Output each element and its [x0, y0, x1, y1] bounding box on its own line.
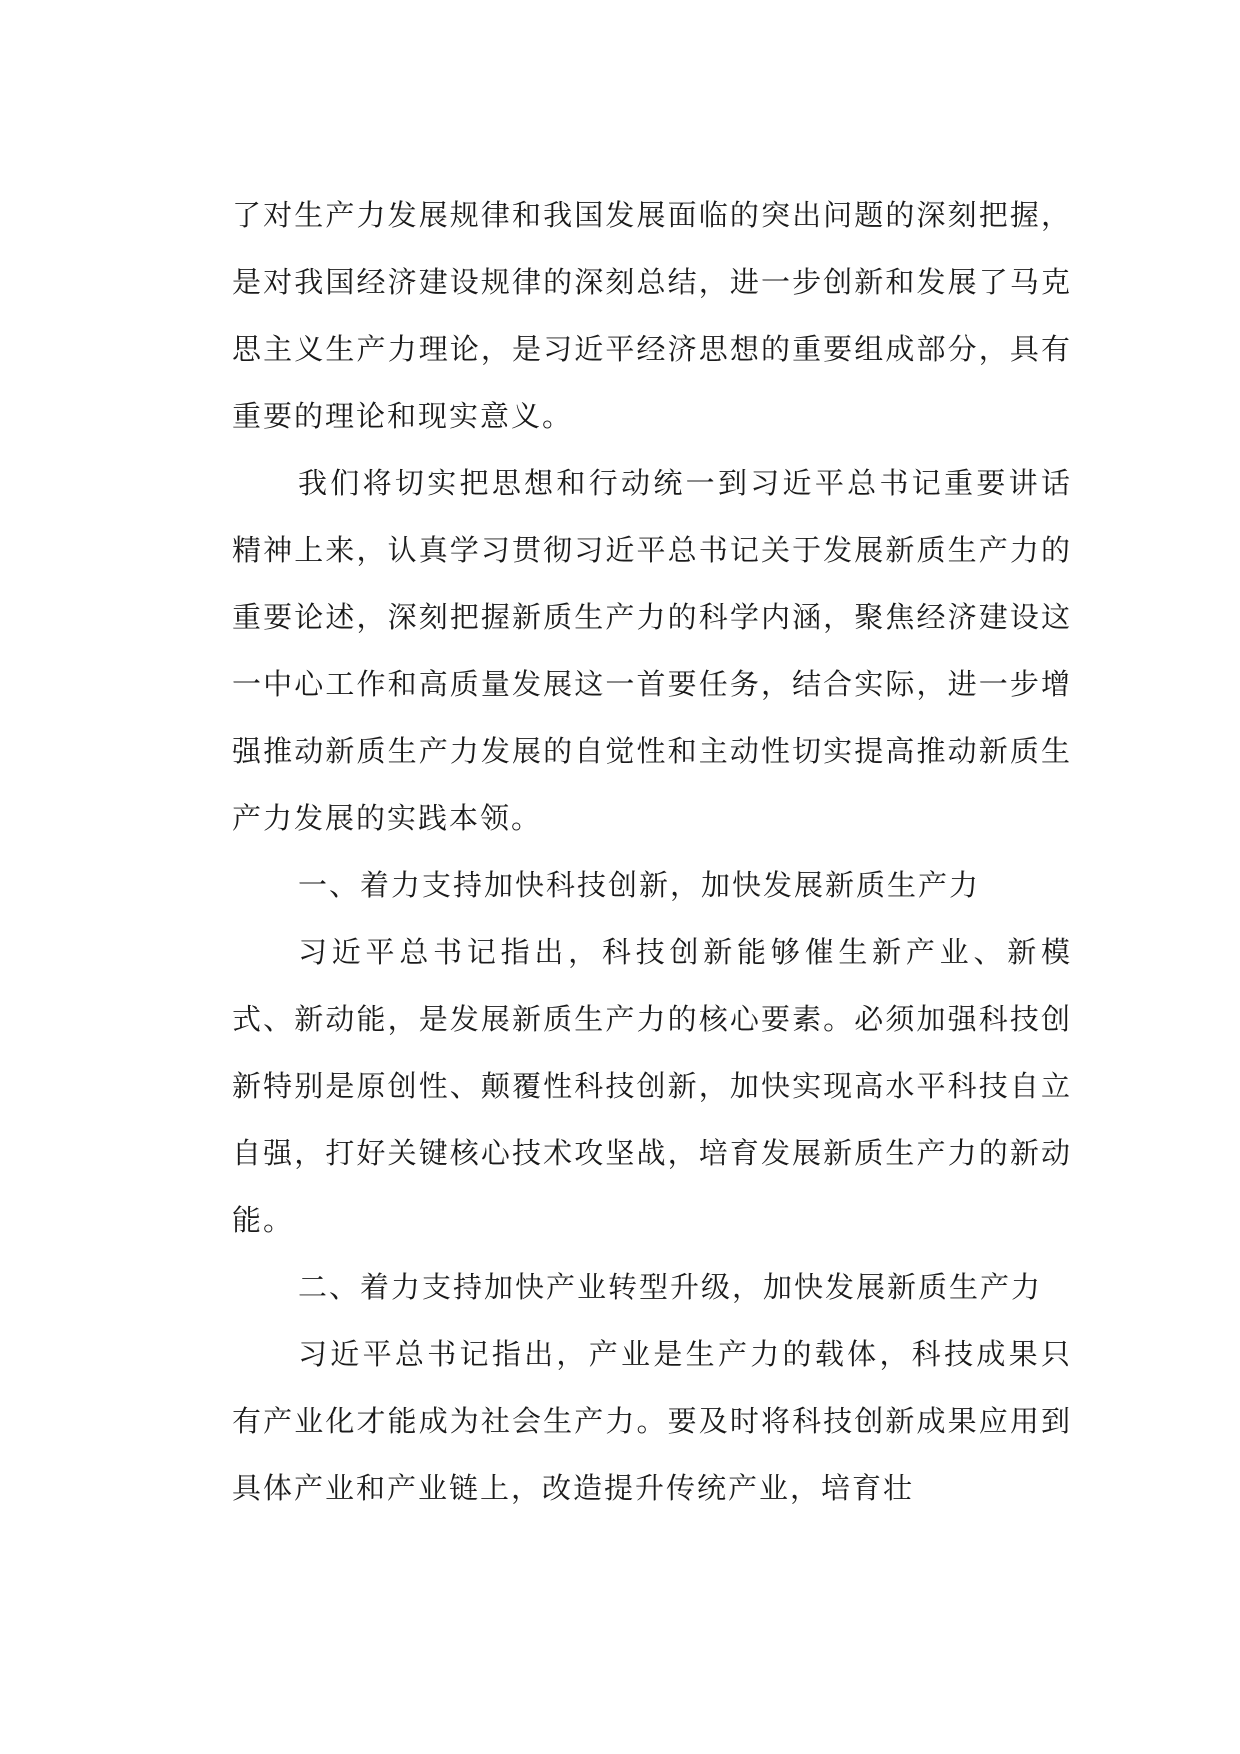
paragraph-section-1: 习近平总书记指出，科技创新能够催生新产业、新模式、新动能，是发展新质生产力的核心要素。必须加强科技创新特别是原创性、颠覆性科技创新，加快实现高水平科技自立自强，打好关键核心技术攻坚战，培育发展新质生产力的新动能。 — [232, 935, 1072, 1237]
section-heading-2: 二、着力支持加快产业转型升级，加快发展新质生产力 — [298, 1270, 1043, 1304]
body-text — [232, 182, 1072, 1522]
paragraph-commitment: 我们将切实把思想和行动统一到习近平总书记重要讲话精神上来，认真学习贯彻习近平总书记关于发展新质生产力的重要论述，深刻把握新质生产力的科学内涵，聚焦经济建设这一中心工作和高质量发展这一首要任务，结合实际，进一步增强推动新质生产力发展的自觉性和主动性切实提高推动新质生产力发展的实践本领。 — [232, 466, 1072, 835]
paragraph-section-2: 习近平总书记指出，产业是生产力的载体，科技成果只有产业化才能成为社会生产力。要及时将科技创新成果应用到具体产业和产业链上，改造提升传统产业，培育壮 — [232, 1337, 1072, 1505]
section-heading-1: 一、着力支持加快科技创新，加快发展新质生产力 — [298, 868, 981, 902]
paragraph-continuation: 了对生产力发展规律和我国发展面临的突出问题的深刻把握，是对我国经济建设规律的深刻总结，进一步创新和发展了马克思主义生产力理论，是习近平经济思想的重要组成部分，具有重要的理论和现实意义。 — [232, 198, 1072, 433]
